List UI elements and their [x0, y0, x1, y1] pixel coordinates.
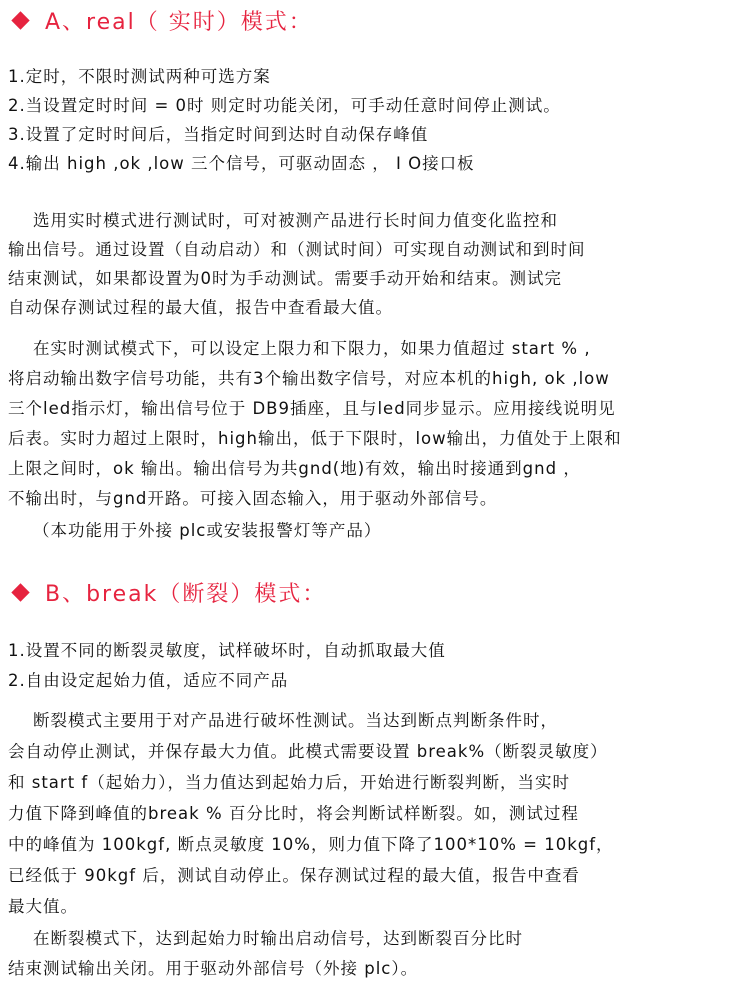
paragraph-line: 在断裂模式下，达到起始力时输出启动信号，达到断裂百分比时	[8, 929, 523, 948]
paragraph-line: 最大值。	[8, 897, 78, 916]
paragraph-line: 力值下降到峰值的break % 百分比时，将会判断试样断裂。如，测试过程	[8, 804, 579, 823]
paragraph-line: 三个led指示灯，输出信号位于 DB9插座，且与led同步显示。应用接线说明见	[8, 399, 616, 418]
paragraph-line: 已经低于 90kgf 后，测试自动停止。保存测试过程的最大值，报告中查看	[8, 866, 580, 885]
paragraph-line: 结束测试输出关闭。用于驱动外部信号（外接 plc）。	[8, 959, 419, 978]
section-a-title: A、real（ 实时）模式：	[45, 9, 313, 35]
paragraph-line: 自动保存测试过程的最大值，报告中查看最大值。	[8, 298, 393, 317]
paragraph-line: 结束测试，如果都设置为0时为手动测试。需要手动开始和结束。测试完	[8, 269, 562, 288]
diamond-bullet-icon	[11, 11, 29, 29]
list-item: 2.当设置定时时间 = 0时 则定时功能关闭，可手动任意时间停止测试。	[8, 96, 561, 115]
list-item: 3.设置了定时时间后，当指定时间到达时自动保存峰值	[8, 125, 429, 144]
paragraph-line: 断裂模式主要用于对产品进行破坏性测试。当达到断点判断条件时，	[8, 711, 558, 730]
paragraph-line: 会自动停止测试，并保存最大力值。此模式需要设置 break%（断裂灵敏度）	[8, 742, 608, 761]
list-item: 1.设置不同的断裂灵敏度，试样破坏时，自动抓取最大值	[8, 641, 446, 660]
section-b-heading	[8, 574, 326, 610]
diamond-bullet-icon	[11, 583, 29, 601]
paragraph-line: 在实时测试模式下，可以设定上限力和下限力，如果力值超过 start % ,	[8, 339, 591, 358]
section-a-heading	[8, 2, 313, 38]
list-item: 4.输出 high ,ok ,low 三个信号，可驱动固态 ， I O接口板	[8, 154, 475, 173]
paragraph-line: 选用实时模式进行测试时，可对被测产品进行长时间力值变化监控和	[8, 211, 558, 230]
paragraph-line: 输出信号。通过设置（自动启动）和（测试时间）可实现自动测试和到时间	[8, 240, 586, 259]
paragraph-line: 中的峰值为 100kgf, 断点灵敏度 10%，则力值下降了100*10% = 10kgf，	[8, 835, 614, 854]
paragraph-line: 不输出时，与gnd开路。可接入固态输入，用于驱动外部信号。	[8, 489, 498, 508]
paragraph-line: （本功能用于外接 plc或安装报警灯等产品）	[8, 521, 382, 540]
list-item: 2.自由设定起始力值，适应不同产品	[8, 671, 289, 690]
paragraph-line: 后表。实时力超过上限时，high输出，低于下限时，low输出，力值处于上限和	[8, 429, 622, 448]
section-b-title: B、break（断裂）模式：	[45, 581, 327, 607]
paragraph-line: 将启动输出数字信号功能，共有3个输出数字信号，对应本机的high, ok ,low	[8, 369, 610, 388]
paragraph-line: 和 start f（起始力），当力值达到起始力后，开始进行断裂判断，当实时	[8, 773, 570, 792]
list-item: 1.定时，不限时测试两种可选方案	[8, 67, 271, 86]
paragraph-line: 上限之间时，ok 输出。输出信号为共gnd(地)有效，输出时接通到gnd ，	[8, 459, 581, 478]
